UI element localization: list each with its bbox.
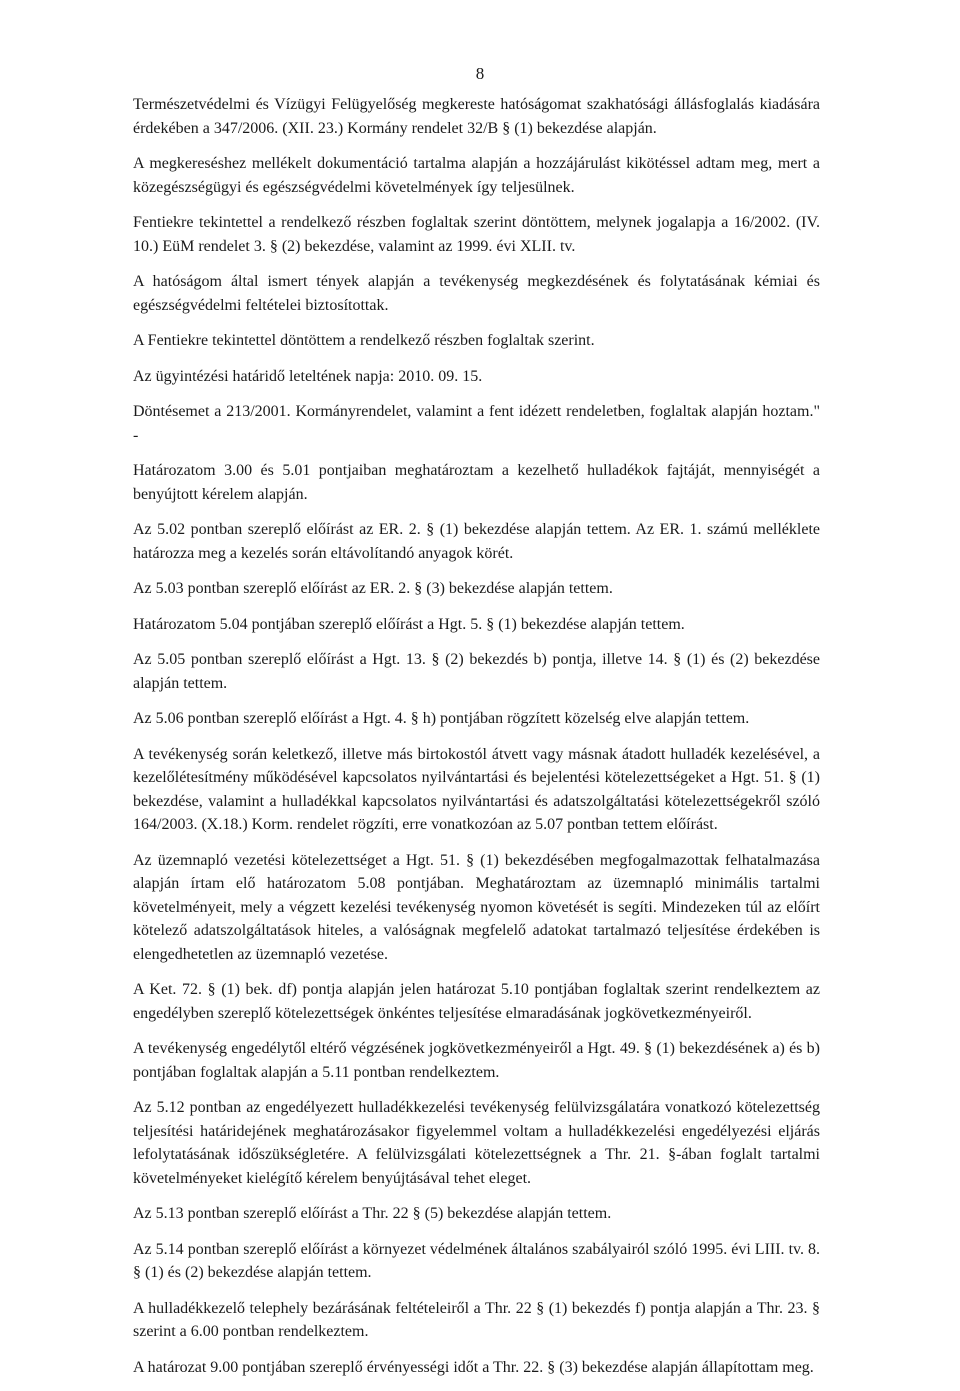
paragraph-4: A hatóságom által ismert tények alapján a tevékenység megkezdésének és folytatásának kémiai és egészségvédelmi feltételei biztosítottak. bbox=[133, 273, 820, 314]
paragraph-21: A hulladékkezelő telephely bezárásának feltételeiről a Thr. 22 § (1) bekezdés f) pontja alapján a Thr. 23. § szerint a 6.00 pontban rendelkeztem. bbox=[133, 1299, 820, 1340]
paragraph-22: A határozat 9.00 pontjában szereplő érvényességi időt a Thr. 22. § (3) bekezdése alapján állapítottam meg. bbox=[133, 1358, 814, 1376]
paragraph-13: Az 5.06 pontban szereplő előírást a Hgt. 4. § h) pontjában rögzített közelség elve alapján tettem. bbox=[133, 710, 750, 727]
paragraph-10: Az 5.03 pontban szereplő előírást az ER. 2. § (3) bekezdése alapján tettem. bbox=[133, 580, 613, 597]
paragraph-8: Határozatom 3.00 és 5.01 pontjaiban meghatároztam a kezelhető hulladékok fajtáját, mennyiségét a benyújtott kérelem alapján. bbox=[133, 462, 820, 503]
paragraph-20: Az 5.14 pontban szereplő előírást a környezet védelmének általános szabályairól szóló 1995. évi LIII. tv. 8. § (1) és (2) bekezdése alapján tettem. bbox=[133, 1240, 820, 1281]
paragraph-1: Természetvédelmi és Vízügyi Felügyelőség megkereste hatóságomat szakhatósági állásfoglalás kiadására érdekében a 347/2006. (XII. 23.) Kormány rendelet 32/B § (1) bekezdése alapján. bbox=[133, 96, 820, 137]
paragraph-19: Az 5.13 pontban szereplő előírást a Thr. 22 § (5) bekezdése alapján tettem. bbox=[133, 1205, 612, 1222]
paragraph-3: Fentiekre tekintettel a rendelkező részben foglaltak szerint döntöttem, melynek jogalapja a 16/2002. (IV. 10.) EüM rendelet 3. § (2) bekezdése, valamint az 1999. évi XLII. tv. bbox=[133, 214, 820, 255]
paragraph-5: A Fentiekre tekintettel döntöttem a rendelkező részben foglaltak szerint. bbox=[133, 332, 595, 349]
paragraph-14: A tevékenység során keletkező, illetve más birtokostól átvett vagy másnak átadott hulladék kezelésével, a kezelőlétesítmény működésével kapcsolatos nyilvántartási és bejelentési kötelezettségeket a Hgt. 51. § (1) bekezdése, valamint a hulladékkal kapcsolatos nyilvántartási és adatszolgáltatási kötelezettségekről szóló 164/2003. (X.18.) Korm. rendelet rögzíti, erre vonatkozóan az 5.07 pontban tettem előírást. bbox=[133, 745, 820, 833]
paragraph-18: Az 5.12 pontban az engedélyezett hulladékkezelési tevékenység felülvizsgálatára vonatkozó kötelezettség teljesítési határidejének meghatározásakor figyelemmel voltam a hulladékkezelési engedélyezési eljárás lefolytatásának időszükségletére. A felülvizsgálati kötelezettségnek a Thr. 21. §-ában foglalt tartalmi követelményeket kielégítő kérelem benyújtásával tehet eleget. bbox=[133, 1099, 820, 1187]
paragraph-6: Az ügyintézési határidő leteltének napja: 2010. 09. 15. bbox=[133, 367, 483, 385]
paragraph-11: Határozatom 5.04 pontjában szereplő előírást a Hgt. 5. § (1) bekezdése alapján tettem. bbox=[133, 615, 685, 633]
page-number: 8 bbox=[475, 64, 485, 83]
paragraph-9: Az 5.02 pontban szereplő előírást az ER. 2. § (1) bekezdése alapján tettem. Az ER. 1. számú melléklete határozza meg a kezelés során eltávolítandó anyagok körét. bbox=[133, 521, 820, 562]
document-body bbox=[133, 93, 820, 1391]
paragraph-7: Döntésemet a 213/2001. Kormányrendelet, valamint a fent idézett rendeletben, foglaltak alapján hoztam." - bbox=[133, 403, 820, 444]
paragraph-2: A megkereséshez mellékelt dokumentáció tartalma alapján a hozzájárulást kikötéssel adtam meg, mert a közegészségügyi és egészségvédelmi követelmények így teljesülnek. bbox=[133, 155, 820, 196]
paragraph-17: A tevékenység engedélytől eltérő végzésének jogkövetkezményeiről a Hgt. 49. § (1) bekezdésének a) és b) pontjában foglaltak alapján a 5.11 pontban rendelkeztem. bbox=[133, 1040, 820, 1081]
paragraph-12: Az 5.05 pontban szereplő előírást a Hgt. 13. § (2) bekezdés b) pontja, illetve 14. § (1) és (2) bekezdése alapján tettem. bbox=[133, 651, 820, 692]
paragraph-16: A Ket. 72. § (1) bek. df) pontja alapján jelen határozat 5.10 pontjában foglaltak szerint rendelkeztem az engedélyben szereplő kötelezettségek önkéntes teljesítése elmaradásának jogkövetkezményeiről. bbox=[133, 981, 820, 1022]
paragraph-15: Az üzemnapló vezetési kötelezettséget a Hgt. 51. § (1) bekezdésében megfogalmazottak felhatalmazása alapján írtam elő határozatom 5.08 pontjában. Meghatároztam az üzemnapló minimális tartalmi követelményeit, mely a végzett kezelési tevékenység nyomon követését is segíti. Mindezeken túl az előírt kötelező adatszolgáltatások hiteles, a valóságnak megfelelő adatokat tartalmazó teljesítése érdekében is elengedhetetlen az üzemnapló vezetése. bbox=[133, 851, 820, 963]
